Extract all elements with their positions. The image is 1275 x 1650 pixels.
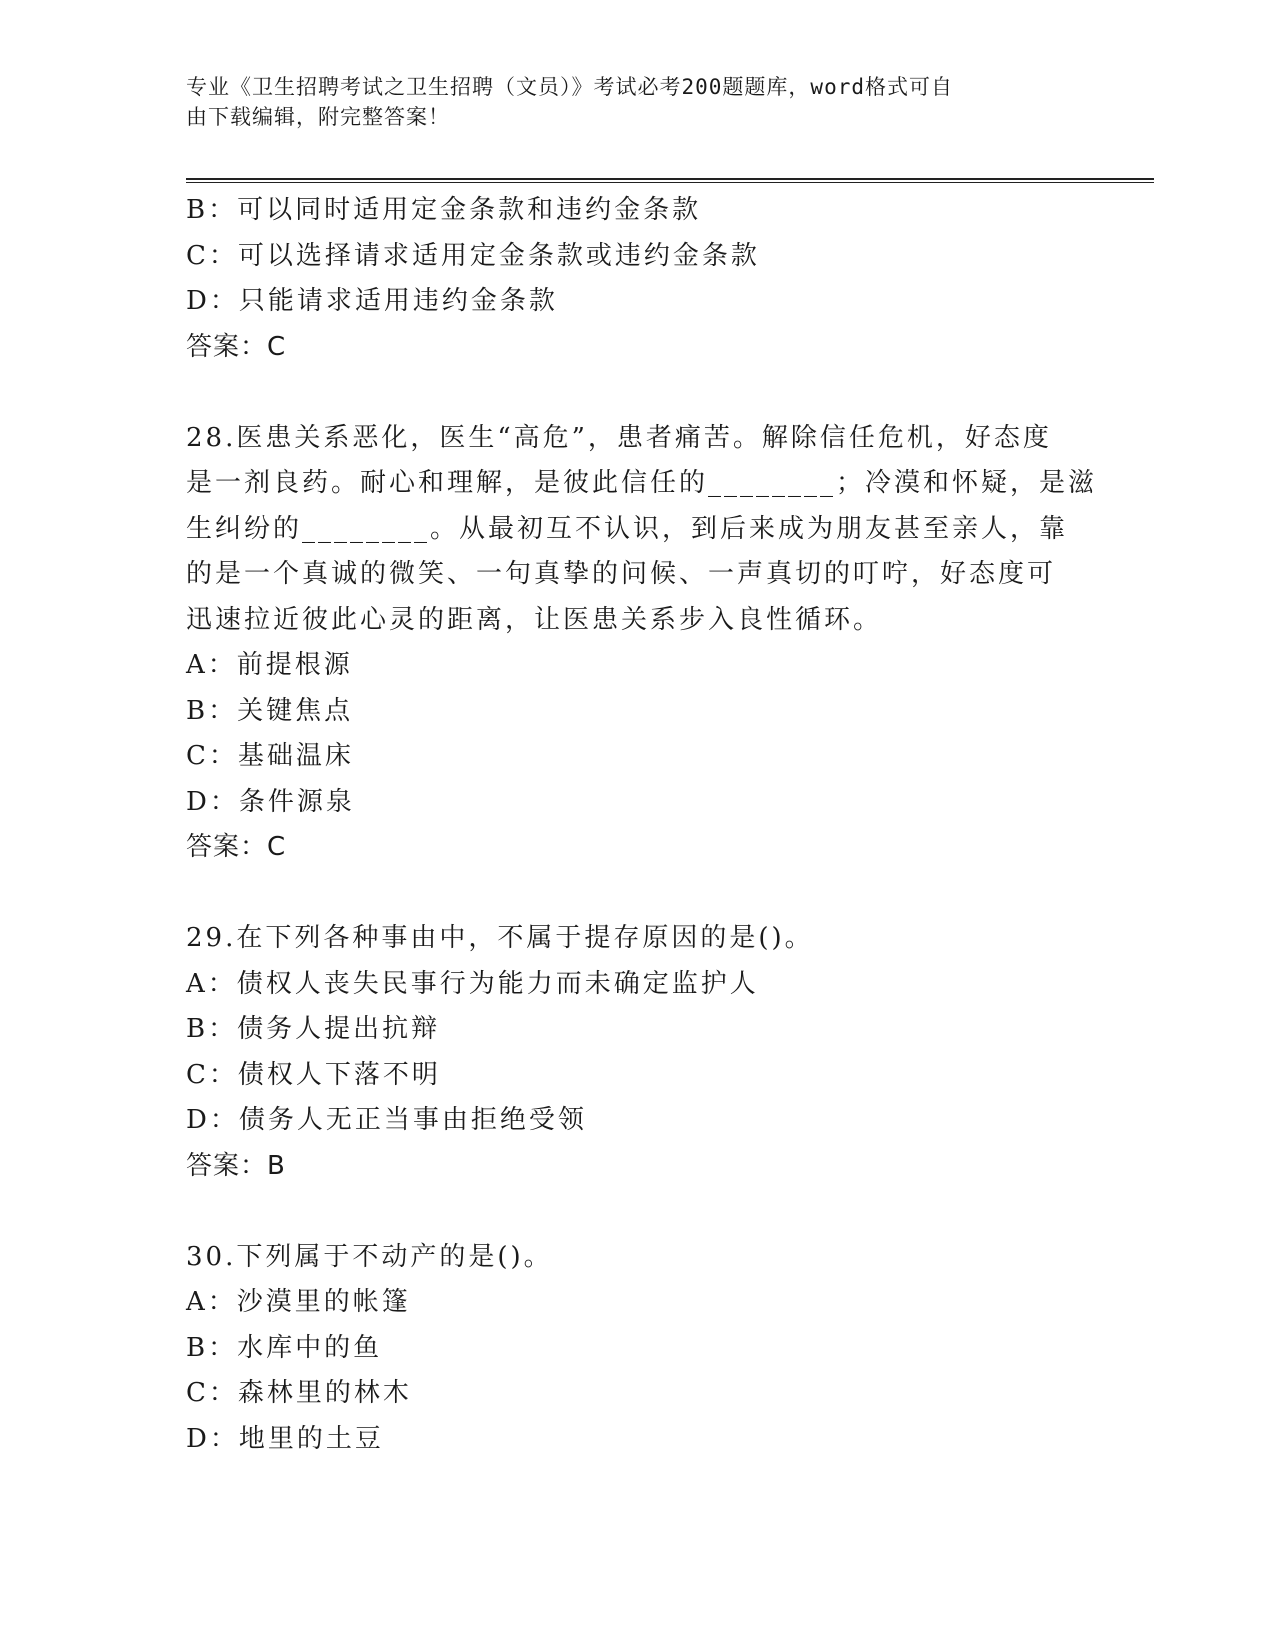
- q28-stem-line: 生纠纷的________。从最初互不认识，到后来成为朋友甚至亲人，靠: [186, 513, 1069, 544]
- q28-option-c: C：基础温床: [186, 741, 354, 771]
- q28-option-a: A：前提根源: [186, 650, 353, 680]
- q29-option-b: B：债务人提出抗辩: [186, 1014, 441, 1044]
- q27-option-b: B：可以同时适用定金条款和违约金条款: [186, 195, 702, 225]
- q28-option-b: B：关键焦点: [186, 695, 354, 726]
- q29-stem: 29.在下列各种事由中，不属于提存原因的是()。: [186, 923, 814, 953]
- q28-stem-line: 的是一个真诚的微笑、一句真挚的问候、一声真切的叮咛，好态度可: [186, 559, 1057, 589]
- q29-option-a: A：债权人丧失民事行为能力而未确定监护人: [186, 968, 759, 999]
- header-divider: [186, 178, 1154, 183]
- q28-stem-line: 迅速拉近彼此心灵的距离，让医患关系步入良性循环。: [186, 604, 883, 635]
- header-line-2: 由下载编辑，附完整答案！: [186, 105, 450, 129]
- q30-option-a: A：沙漠里的帐篷: [186, 1287, 411, 1317]
- q27-option-d: D：只能请求适用违约金条款: [186, 286, 558, 316]
- q28-option-d: D：条件源泉: [186, 786, 355, 817]
- q27-answer: 答案：C: [186, 331, 287, 362]
- q30-stem: 30.下列属于不动产的是()。: [186, 1241, 553, 1272]
- header-line-1: 专业《卫生招聘考试之卫生招聘（文员）》考试必考200题题库，word格式可自: [186, 75, 953, 99]
- spacer: [186, 871, 1076, 917]
- spacer: [186, 1189, 1076, 1235]
- question-28: [186, 416, 1098, 871]
- q30-option-c: C：森林里的林木: [186, 1378, 412, 1408]
- question-30: [186, 1235, 1076, 1463]
- spacer: [186, 370, 1076, 416]
- q29-option-d: D：债务人无正当事由拒绝受领: [186, 1105, 587, 1135]
- q29-answer: 答案：B: [186, 1150, 286, 1181]
- question-29: [186, 916, 1076, 1189]
- q30-option-b: B：水库中的鱼: [186, 1332, 383, 1363]
- question-27-fragment: [186, 188, 1076, 370]
- document-header: [186, 72, 1066, 132]
- q28-stem-line: 28.医患关系恶化，医生“高危”，患者痛苦。解除信任危机，好态度: [186, 422, 1052, 453]
- q29-option-c: C：债权人下落不明: [186, 1059, 441, 1090]
- question-list: [186, 188, 1098, 1462]
- q27-option-c: C：可以选择请求适用定金条款或违约金条款: [186, 240, 760, 271]
- q28-answer: 答案：C: [186, 832, 287, 862]
- q30-option-d: D：地里的土豆: [186, 1423, 384, 1454]
- q28-stem-line: 是一剂良药。耐心和理解，是彼此信任的________；冷漠和怀疑，是滋: [186, 468, 1098, 498]
